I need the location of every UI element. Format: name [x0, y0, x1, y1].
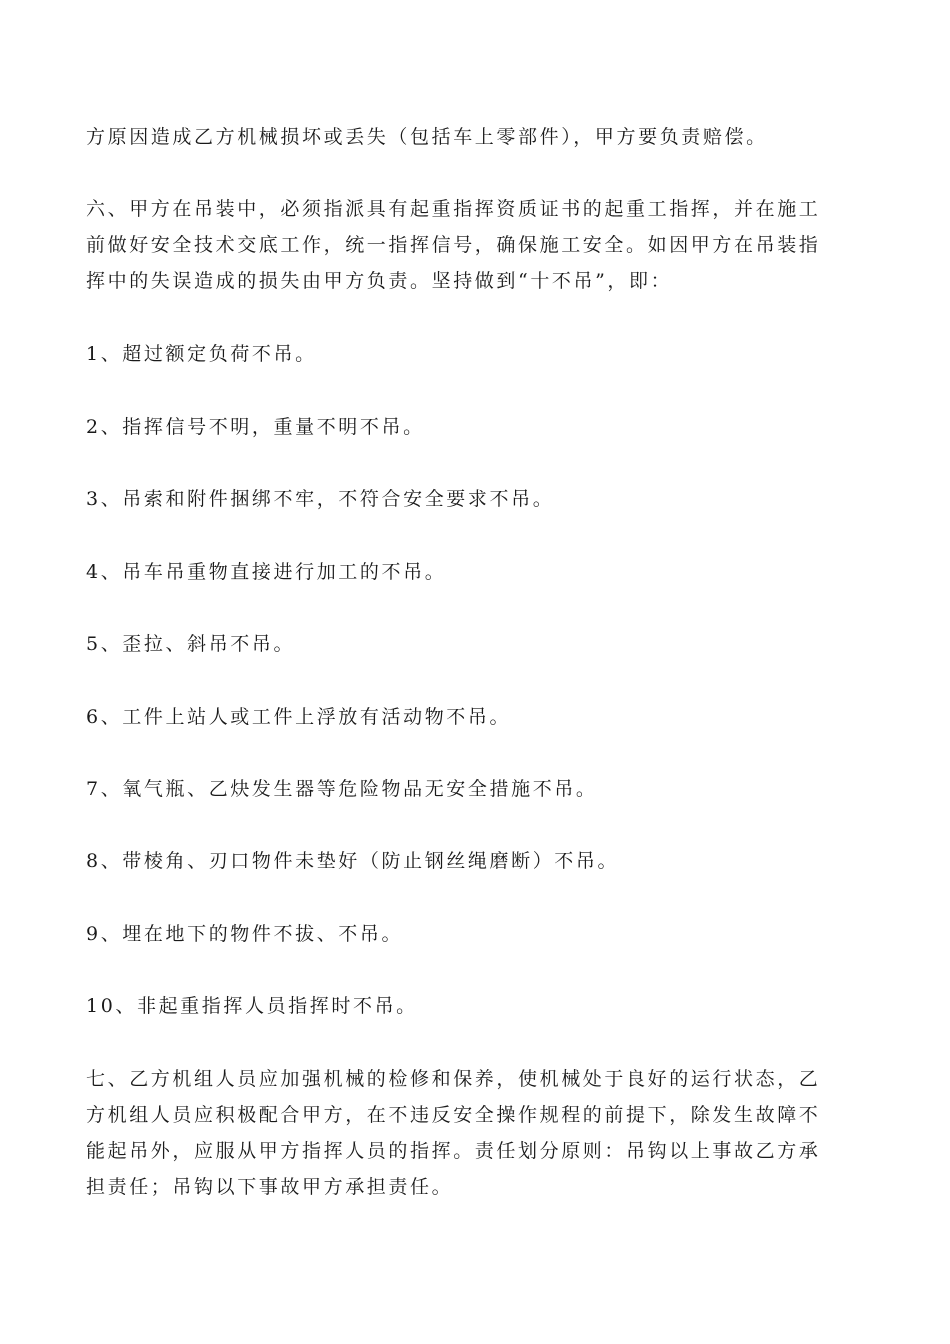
text-line: 9、埋在地下的物件不拔、不吊。: [86, 923, 404, 945]
list-item-rule-5: [86, 626, 864, 662]
text-line: 七、乙方机组人员应加强机械的检修和保养，使机械处于良好的运行状态，乙: [86, 1068, 821, 1090]
list-item-rule-7: [86, 771, 864, 807]
text-line: 5、歪拉、斜吊不吊。: [86, 633, 296, 655]
text-line: 前做好安全技术交底工作，统一指挥信号，确保施工安全。如因甲方在吊装指: [86, 234, 821, 256]
text-line: 3、吊索和附件捆绑不牢，不符合安全要求不吊。: [86, 488, 555, 510]
text-line: 1、超过额定负荷不吊。: [86, 343, 317, 365]
paragraph-clause-seven: [86, 1061, 864, 1205]
text-line: 4、吊车吊重物直接进行加工的不吊。: [86, 561, 447, 583]
text-line: 能起吊外，应服从甲方指挥人员的指挥。责任划分原则：吊钩以上事故乙方承: [86, 1140, 821, 1162]
text-line: 2、指挥信号不明，重量不明不吊。: [86, 416, 425, 438]
list-item-rule-1: [86, 336, 864, 372]
list-item-rule-9: [86, 916, 864, 952]
text-line: 8、带棱角、刃口物件未垫好（防止钢丝绳磨断）不吊。: [86, 850, 620, 872]
list-item-rule-3: [86, 481, 864, 517]
list-item-rule-2: [86, 409, 864, 445]
text-line: 担责任；吊钩以下事故甲方承担责任。: [86, 1176, 454, 1198]
paragraph-compensation-continuation: [86, 119, 864, 155]
list-item-rule-6: [86, 699, 864, 735]
list-item-rule-4: [86, 554, 864, 590]
text-line: 挥中的失误造成的损失由甲方负责。坚持做到“十不吊”，即：: [86, 270, 673, 292]
list-item-rule-8: [86, 843, 864, 879]
text-line: 7、氧气瓶、乙炔发生器等危险物品无安全措施不吊。: [86, 778, 598, 800]
text-line: 方机组人员应积极配合甲方，在不违反安全操作规程的前提下，除发生故障不: [86, 1104, 821, 1126]
text-line: 6、工件上站人或工件上浮放有活动物不吊。: [86, 706, 512, 728]
paragraph-clause-six: [86, 191, 864, 299]
list-item-rule-10: [86, 988, 864, 1024]
text-line: 方原因造成乙方机械损坏或丢失（包括车上零部件），甲方要负责赔偿。: [86, 126, 768, 148]
text-line: 10、非起重指挥人员指挥时不吊。: [86, 995, 418, 1017]
text-line: 六、甲方在吊装中，必须指派具有起重指挥资质证书的起重工指挥，并在施工: [86, 198, 821, 220]
